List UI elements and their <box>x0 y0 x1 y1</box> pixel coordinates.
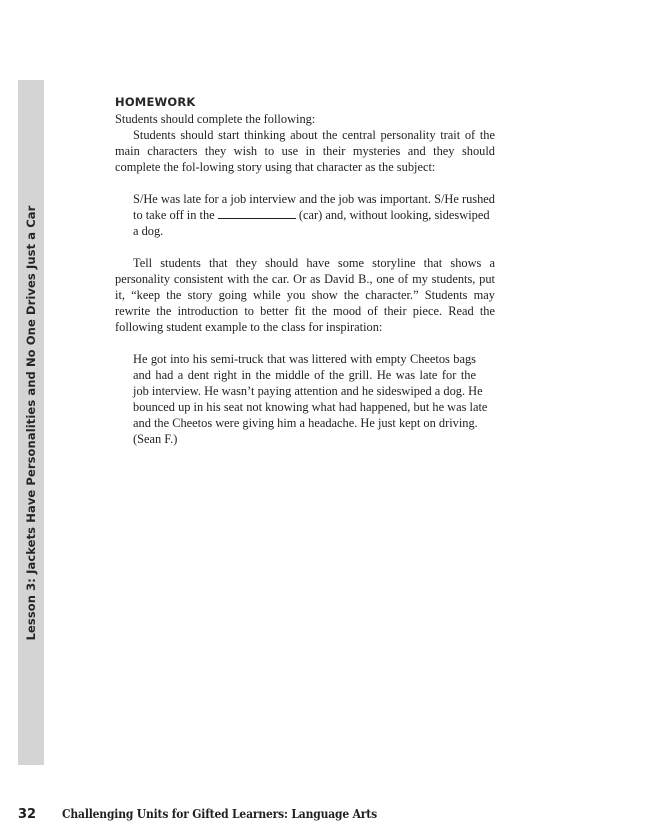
book-title: Challenging Units for Gifted Learners: Language Arts <box>62 806 377 821</box>
example-line: bounced up in his seat not knowing what had happened, but he was late <box>133 400 488 414</box>
section-heading: HOMEWORK <box>115 95 196 109</box>
example-attribution: (Sean F.) <box>133 432 178 446</box>
prompt-line-2-end: (car) and, without looking, sideswiped <box>298 208 490 222</box>
main-content <box>115 95 495 447</box>
prompt-line-1: S/He was late for a job interview and the job was important. S/He rushed <box>133 192 495 206</box>
story-prompt <box>133 191 495 239</box>
lesson-title: Lesson 3: Jackets Have Personalities and No One Drives Just a Car <box>24 205 38 641</box>
example-line: and the Cheetos were giving him a headache. He just kept on driving. <box>133 416 478 430</box>
example-line: He got into his semi-truck that was littered with empty Cheetos bags <box>133 352 476 366</box>
guidance-paragraph: Tell students that they should have some storyline that shows a personality consistent with the car. Or as David B., one of my students, put it, “keep the story going while you show the character.” Students may rewrite the introduction to better fit the mood of their piece. Read the following student example to the class for inspiration: <box>115 256 495 334</box>
page-footer <box>18 806 428 822</box>
example-line: and had a dent right in the middle of the grill. He was late for the <box>133 368 476 382</box>
example-line: job interview. He wasn’t paying attention and he sideswiped a dog. He <box>133 384 483 398</box>
instruction-paragraph: Students should start thinking about the central personality trait of the main characters they wish to use in their mysteries and they should complete the fol-lowing story using that character as the subject: <box>115 128 495 174</box>
intro-text: Students should complete the following: <box>115 112 316 126</box>
prompt-line-3: a dog. <box>133 224 164 238</box>
prompt-line-2-start: to take off in the <box>133 208 215 222</box>
prompt-line-2 <box>133 207 490 223</box>
student-example <box>133 351 488 447</box>
fill-in-blank <box>218 207 296 219</box>
page-number: 32 <box>18 807 37 822</box>
